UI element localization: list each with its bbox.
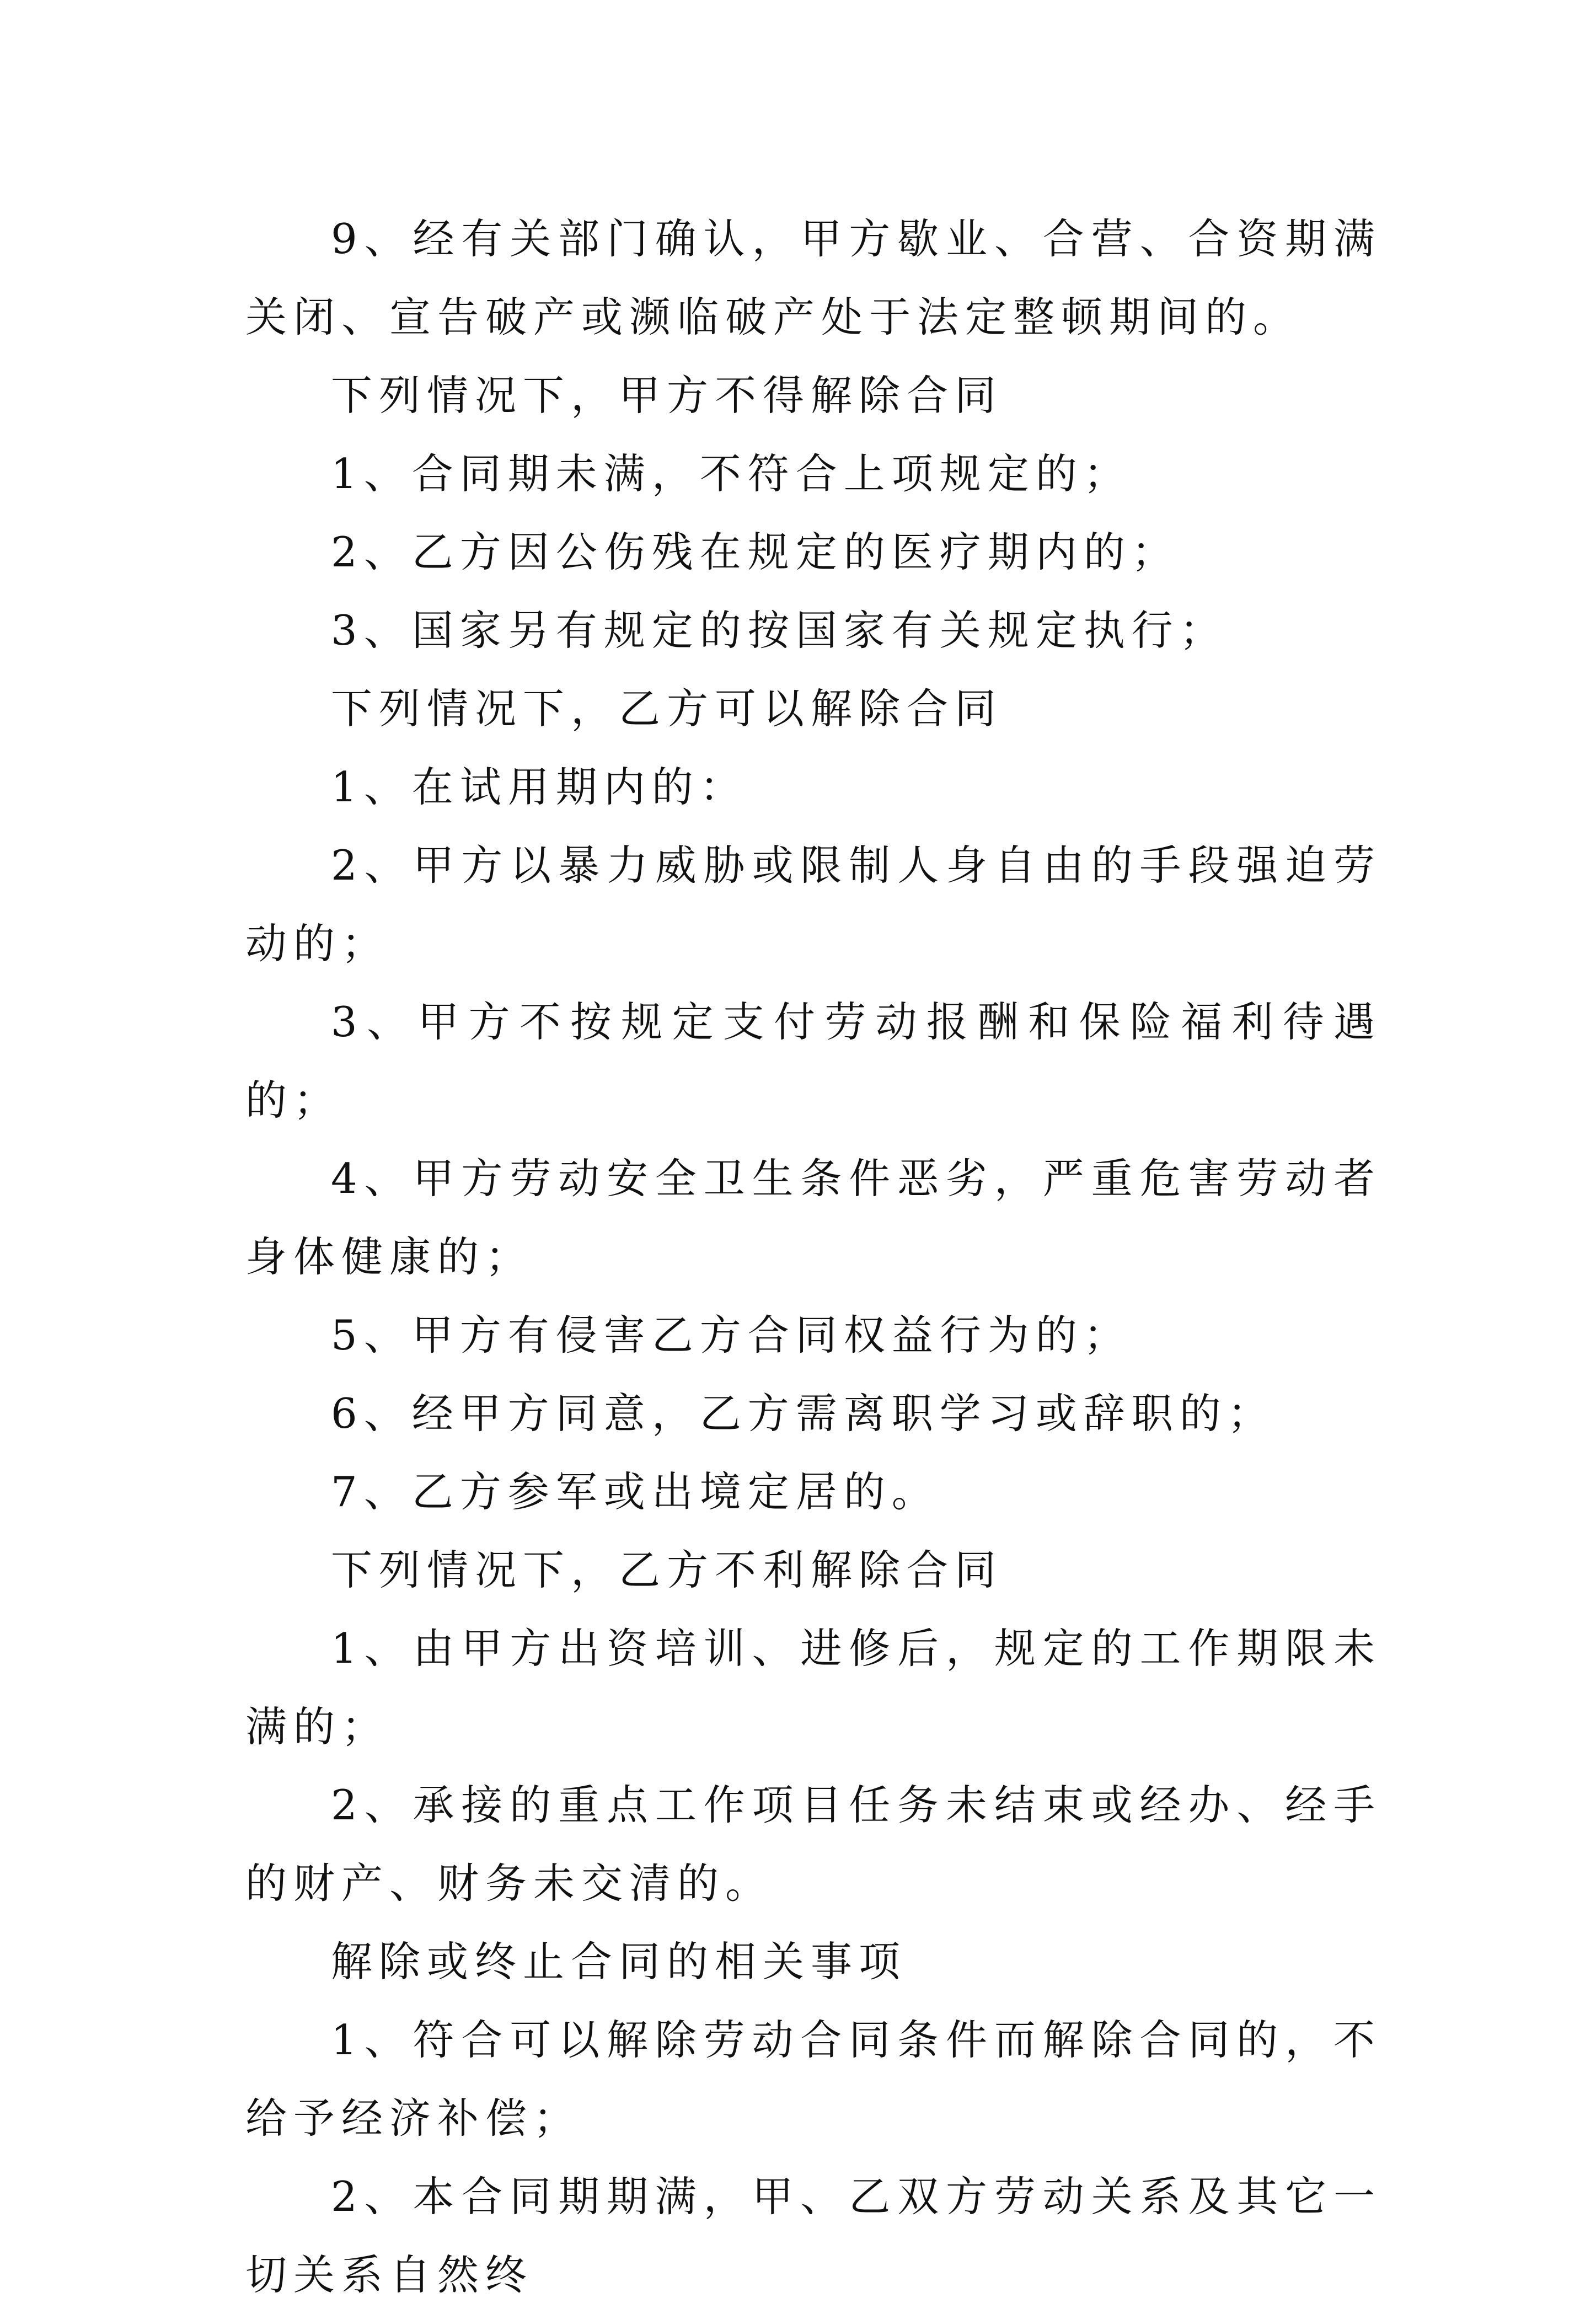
paragraph-item: 1、合同期未满，不符合上项规定的； xyxy=(331,449,1132,498)
paragraph-item: 1、符合可以解除劳动合同条件而解除合同的，不给予经济补偿； xyxy=(245,2016,1381,2142)
paragraph-item-9-closure: 9、经有关部门确认，甲方歇业、合营、合资期满关闭、宣告破产或濒临破产处于法定整顿期间的。 xyxy=(245,215,1381,341)
paragraph-item: 2、甲方以暴力威胁或限制人身自由的手段强迫劳动的； xyxy=(245,841,1381,968)
paragraph-item: 2、本合同期期满，甲、乙双方劳动关系及其它一切关系自然终 xyxy=(245,2172,1381,2299)
paragraph-item: 2、乙方因公伤残在规定的医疗期内的； xyxy=(331,528,1180,576)
paragraph-item: 6、经甲方同意，乙方需离职学习或辞职的； xyxy=(331,1389,1276,1438)
section-heading-termination-matters: 解除或终止合同的相关事项 xyxy=(331,1937,907,1986)
document-body xyxy=(245,200,1381,2314)
section-heading-employee-can-terminate: 下列情况下，乙方可以解除合同 xyxy=(331,684,1003,733)
paragraph-item: 7、乙方参军或出境定居的。 xyxy=(331,1467,940,1516)
section-heading-employer-cannot-terminate: 下列情况下，甲方不得解除合同 xyxy=(331,371,1003,420)
paragraph-item: 5、甲方有侵害乙方合同权益行为的； xyxy=(331,1311,1132,1359)
paragraph-item: 2、承接的重点工作项目任务未结束或经办、经手的财产、财务未交清的。 xyxy=(245,1781,1381,1908)
paragraph-item: 3、甲方不按规定支付劳动报酬和保险福利待遇的； xyxy=(245,998,1381,1124)
section-heading-employee-cannot-terminate: 下列情况下，乙方不利解除合同 xyxy=(331,1546,1003,1594)
paragraph-item: 1、由甲方出资培训、进修后，规定的工作期限未满的； xyxy=(245,1624,1381,1751)
paragraph-item: 4、甲方劳动安全卫生条件恶劣，严重危害劳动者身体健康的； xyxy=(245,1154,1381,1281)
paragraph-item: 3、国家另有规定的按国家有关规定执行； xyxy=(331,606,1228,655)
paragraph-item: 1、在试用期内的： xyxy=(331,763,748,811)
